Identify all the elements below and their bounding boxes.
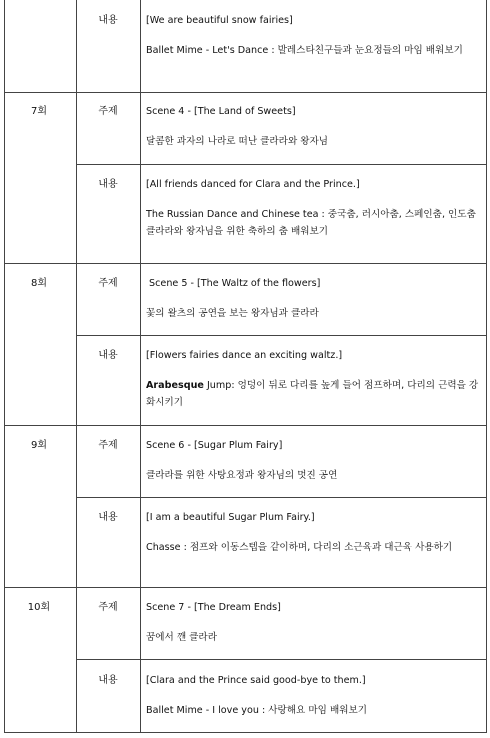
row-label: 내용 [98, 512, 118, 523]
row-label: 내용 [98, 15, 118, 26]
content-title: Scene 4 - [The Land of Sweets] [146, 106, 296, 117]
row-content [146, 672, 480, 719]
row-divider [4, 263, 487, 264]
row-divider [76, 164, 487, 165]
content-description: The Russian Dance and Chinese tea : 중국춤, 러시아춤, 스페인춤, 인도춤 클라라와 왕자님을 위한 축하의 춤 배워보기 [146, 208, 476, 238]
content-description: 달콤한 과자의 나라로 떠난 클라라와 왕자님 [146, 135, 329, 147]
session-number: 10회 [27, 602, 51, 613]
content-title: Scene 6 - [Sugar Plum Fairy] [146, 440, 283, 451]
table-column-divider [140, 0, 141, 733]
content-description: 꽃의 왈츠의 공연을 보는 왕자님과 클라라 [146, 307, 319, 319]
table-border-right [486, 0, 487, 733]
content-title: [All friends danced for Clara and the Prince.] [146, 179, 360, 190]
row-label: 주제 [98, 602, 118, 613]
session-number: 8회 [30, 278, 48, 289]
row-divider [4, 587, 487, 588]
content-description: Ballet Mime - I love you : 사랑해요 마임 배워보기 [146, 704, 368, 716]
row-label: 내용 [98, 350, 118, 361]
row-divider [4, 425, 487, 426]
row-label: 주제 [98, 106, 118, 117]
row-content [146, 347, 480, 412]
row-content [146, 599, 480, 646]
row-divider [76, 497, 487, 498]
content-title: Scene 7 - [The Dream Ends] [146, 602, 281, 613]
content-description: Chasse : 점프와 이동스텝을 같이하며, 다리의 소근육과 대근육 사용하기 [146, 541, 453, 553]
description-rest: Jump: 엉덩이 뒤로 다리를 높게 들어 점프하며, 다리의 근력을 강화시키기 [146, 379, 479, 409]
row-content [146, 275, 480, 322]
row-content [146, 12, 480, 59]
row-divider [76, 659, 487, 660]
content-title: [We are beautiful snow fairies] [146, 15, 293, 26]
content-title: [Clara and the Prince said good-bye to them.] [146, 675, 366, 686]
session-number: 9회 [30, 440, 48, 451]
content-title: [I am a beautiful Sugar Plum Fairy.] [146, 512, 315, 523]
content-description [146, 377, 480, 412]
content-description: Ballet Mime - Let's Dance : 발레스타친구들과 눈요정들의 마임 배워보기 [146, 44, 463, 56]
table-border-bottom [4, 732, 487, 733]
row-content [146, 176, 480, 241]
content-description: 꿈에서 깬 클라라 [146, 631, 217, 643]
content-title: Scene 5 - [The Waltz of the flowers] [146, 278, 321, 289]
session-number: 7회 [30, 106, 48, 117]
bold-term: Arabesque [146, 379, 204, 391]
row-label: 내용 [98, 179, 118, 190]
content-title: [Flowers fairies dance an exciting waltz.] [146, 350, 343, 361]
row-content [146, 103, 480, 150]
row-content [146, 509, 480, 556]
row-label: 주제 [98, 440, 118, 451]
row-content [146, 437, 480, 484]
row-label: 내용 [98, 675, 118, 686]
content-description: 클라라를 위한 사탕요정과 왕자님의 멋진 공연 [146, 469, 338, 481]
row-label: 주제 [98, 278, 118, 289]
row-divider [76, 335, 487, 336]
row-divider [4, 92, 487, 93]
